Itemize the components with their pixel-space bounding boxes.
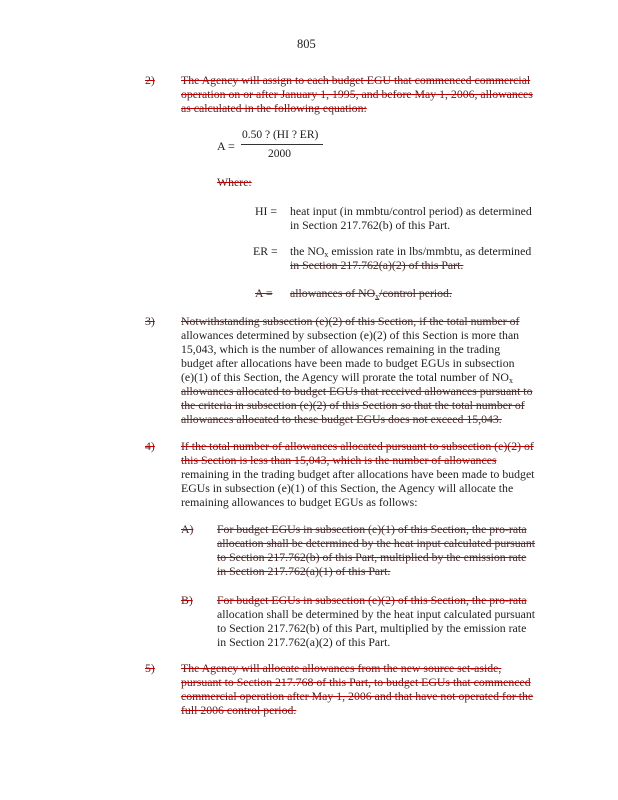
def-er-term: ER =	[253, 244, 278, 258]
item-2-line-3: as calculated in the following equation:	[181, 101, 367, 115]
page-number: 805	[297, 37, 316, 51]
equation-lhs: A =	[217, 139, 235, 153]
item-3-line-2: allowances determined by subsection (e)(2) of this Section is more than	[181, 328, 520, 342]
item-2-line-1: The Agency will assign to each budget EGU that commenced commercial	[181, 73, 531, 87]
sub-a-line-3: to Section 217.762(b) of this Part, multiplied by the emission rate	[217, 550, 527, 564]
item-3-line-4: budget after allocations have been made to budget EGUs in subsection	[181, 356, 515, 370]
item-5-line-3: commercial operation after May 1, 2006 and that have not operated for the	[181, 689, 534, 703]
sub-a-line-1: For budget EGUs in subsection (e)(1) of this Section, the pro-rata	[217, 522, 527, 536]
sub-a-line-4: in Section 217.762(a)(1) of this Part.	[217, 564, 391, 578]
equation-denominator: 2000	[268, 148, 291, 160]
item-3-line-7: the criteria in subsection (e)(2) of this Section so that the total number of	[181, 398, 525, 412]
item-5-line-4: full 2006 control period.	[181, 703, 297, 717]
item-3-line-5: (e)(1) of this Section, the Agency will prorate the total number of $NO_x$	[181, 370, 513, 385]
fraction-bar	[241, 144, 323, 145]
def-hi-line-2: in Section 217.762(b) of this Part.	[290, 218, 451, 232]
def-a-line-1: allowances of $NO_x$/control period.	[290, 286, 452, 301]
sub-b-line-4: in Section 217.762(a)(2) of this Part.	[217, 635, 391, 649]
item-4-line-4: EGUs in subsection (e)(1) of this Section, the Agency will allocate the	[181, 481, 514, 495]
sub-a-line-2: allocation shall be determined by the heat input calculated pursuant	[217, 536, 536, 550]
item-3-line-1: Notwithstanding subsection (e)(2) of this Section, if the total number of	[181, 314, 520, 328]
where-label: Where:	[217, 175, 252, 189]
def-er-line-1: the $NO_x$ emission rate in lbs/mmbtu, as determined	[290, 244, 532, 259]
item-5-line-1: The Agency will allocate allowances from the new source set-aside,	[181, 661, 502, 675]
item-5-marker: 5)	[145, 661, 155, 675]
item-4-line-5: remaining allowances to budget EGUs as follows:	[181, 495, 418, 509]
item-3-line-3: 15,043, which is the number of allowances remaining in the trading	[181, 342, 501, 356]
item-4-line-1: If the total number of allowances allocated pursuant to subsection (e)(2) of	[181, 439, 534, 453]
item-4-line-3: remaining in the trading budget after allocations have been made to budget	[181, 467, 535, 481]
def-a-term: A =	[255, 286, 273, 300]
sub-b-line-1: For budget EGUs in subsection (e)(2) of this Section, the pro-rata	[217, 593, 527, 607]
equation-numerator: 0.50 ? (HI ? ER)	[242, 129, 319, 141]
item-2-marker: 2)	[145, 73, 155, 87]
item-3-line-6: allowances allocated to budget EGUs that received allowances pursuant to	[181, 384, 533, 398]
def-hi-line-1: heat input (in mmbtu/control period) as determined	[290, 204, 532, 218]
sub-b-line-3: to Section 217.762(b) of this Part, multiplied by the emission rate	[217, 621, 527, 635]
sub-b-line-2: allocation shall be determined by the heat input calculated pursuant	[217, 607, 536, 621]
item-3-line-8: allowances allocated to these budget EGUs does not exceed 15,043.	[181, 412, 502, 426]
item-4-marker: 4)	[145, 439, 155, 453]
def-er-line-2: in Section 217.762(a)(2) of this Part.	[290, 258, 464, 272]
item-4-line-2: this Section is less than 15,043, which is the number of allowances	[181, 453, 497, 467]
def-hi-term: HI =	[255, 204, 278, 218]
item-5-line-2: pursuant to Section 217.768 of this Part, to budget EGUs that commenced	[181, 675, 531, 689]
item-3-marker: 3)	[145, 314, 155, 328]
sub-a-marker: A)	[181, 522, 194, 536]
item-2-line-2: operation on or after January 1, 1995, and before May 1, 2006, allowances	[181, 87, 533, 101]
sub-b-marker: B)	[181, 593, 193, 607]
